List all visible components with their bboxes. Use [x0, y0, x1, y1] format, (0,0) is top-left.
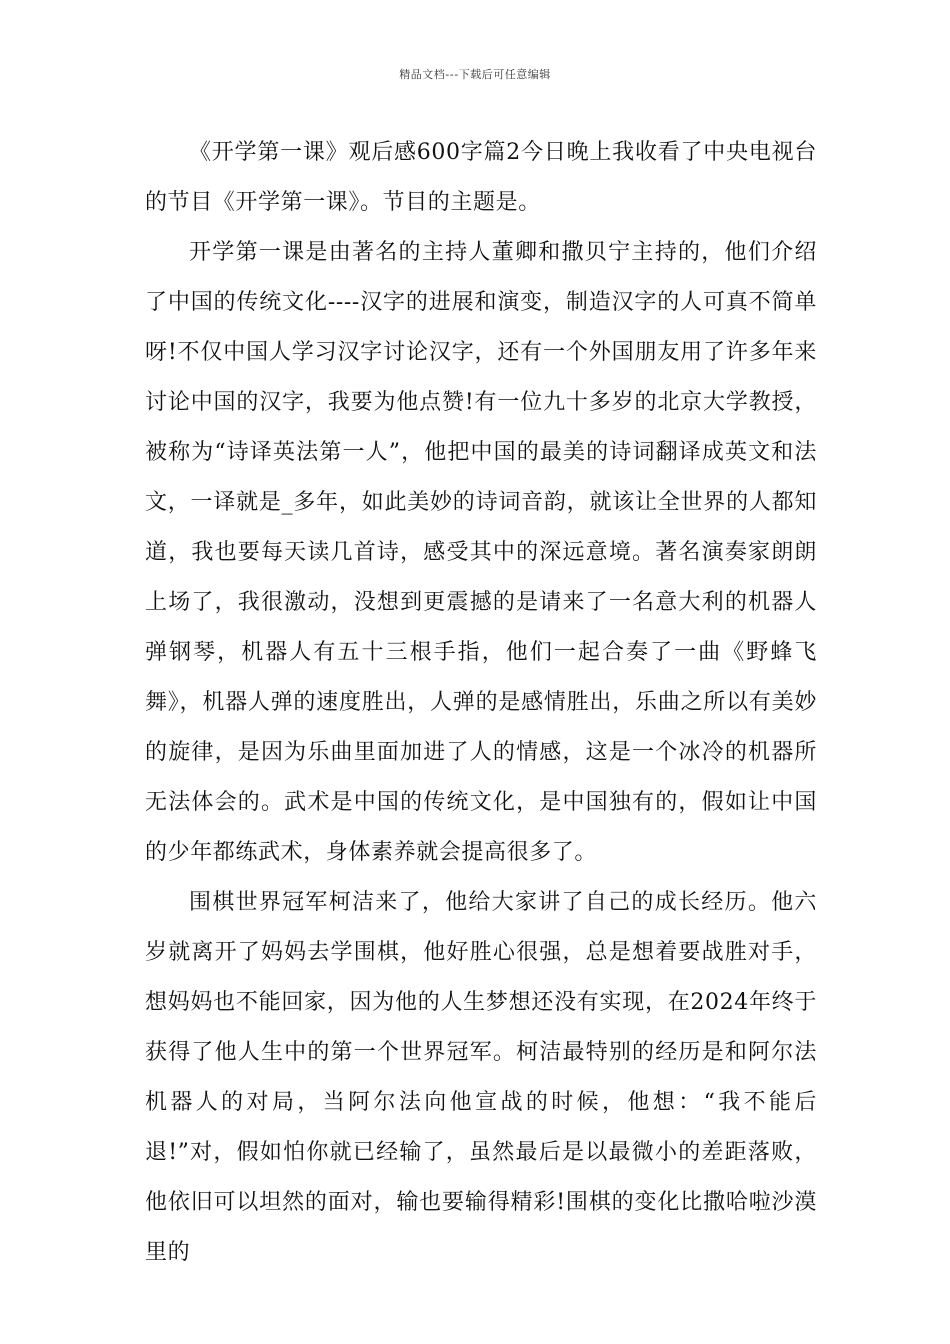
paragraph-2: 开学第一课是由著名的主持人董卿和撒贝宁主持的，他们介绍了中国的传统文化----汉字的进展和演变，制造汉字的人可真不简单呀!不仅中国人学习汉字讨论汉字，还有一个外国朋友用了许多年来讨论中国的汉字，我要为他点赞!有一位九十多岁的北京大学教授，被称为“诗译英法第一人”，他把中国的最美的诗词翻译成英文和法文，一译就是_多年，如此美妙的诗词音韵，就该让全世界的人都知道，我也要每天读几首诗，感受其中的深远意境。著名演奏家朗朗上场了，我很激动，没想到更震撼的是请来了一名意大利的机器人弹钢琴，机器人有五十三根手指，他们一起合奏了一曲《野蜂飞舞》，机器人弹的速度胜出，人弹的是感情胜出，乐曲之所以有美妙的旋律，是因为乐曲里面加进了人的情感，这是一个冰冷的机器所无法体会的。武术是中国的传统文化，是中国独有的，假如让中国的少年都练武术，身体素养就会提高很多了。: [145, 240, 817, 865]
paragraph-1: 《开学第一课》观后感600字篇2今日晚上我收看了中央电视台的节目《开学第一课》。节目的主题是。: [145, 140, 817, 215]
document-body: [145, 128, 817, 1278]
paragraph-3: 围棋世界冠军柯洁来了，他给大家讲了自己的成长经历。他六岁就离开了妈妈去学围棋，他好胜心很强，总是想着要战胜对手，想妈妈也不能回家，因为他的人生梦想还没有实现，在2024年终于获得了他人生中的第一个世界冠军。柯洁最特别的经历是和阿尔法机器人的对局，当阿尔法向他宣战的时候，他想：“我不能后退!”对，假如怕你就已经输了，虽然最后是以最微小的差距落败，他依旧可以坦然的面对，输也要输得精彩!围棋的变化比撒哈啦沙漠里的: [145, 890, 817, 1265]
page-header: 精品文档---下载后可任意编辑: [399, 68, 551, 81]
